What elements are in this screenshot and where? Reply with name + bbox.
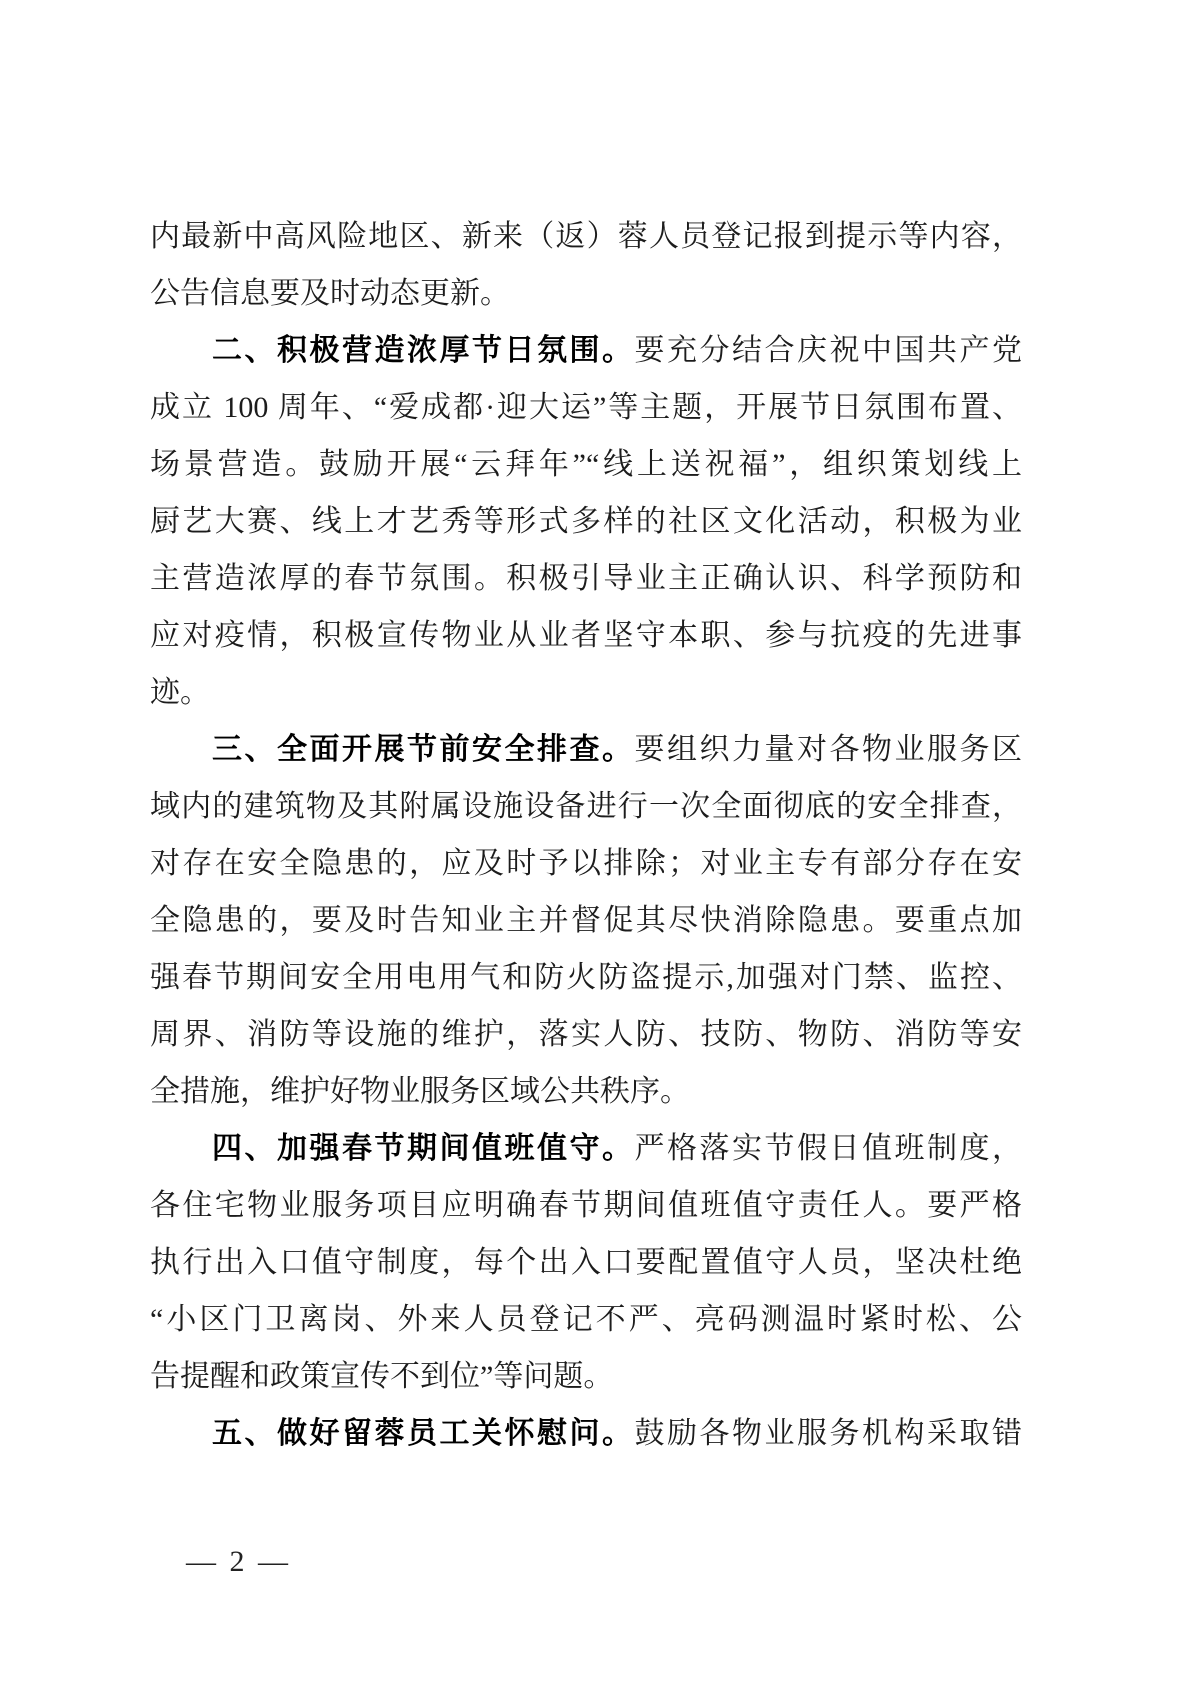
line-text: 严格落实节假日值班制度， [634, 1132, 1022, 1165]
text-line: 厨艺大赛、线上才艺秀等形式多样的社区文化活动，积极为业 [150, 505, 1022, 538]
text-line: 对存在安全隐患的，应及时予以排除；对业主专有部分存在安 [150, 847, 1022, 880]
paragraph-start-line [150, 1120, 1022, 1177]
text-line: “小区门卫离岗、外来人员登记不严、亮码测温时紧时松、公 [150, 1303, 1022, 1336]
text-line: 迹。 [150, 676, 210, 709]
text-line: 全隐患的，要及时告知业主并督促其尽快消除隐患。要重点加 [150, 904, 1022, 937]
text-line: 主营造浓厚的春节氛围。积极引导业主正确认识、科学预防和 [150, 562, 1022, 595]
text-line: 执行出入口值守制度，每个出入口要配置值守人员，坚决杜绝 [150, 1246, 1022, 1279]
section-heading: 二、积极营造浓厚节日氛围。 [212, 334, 635, 367]
text-line: 应对疫情，积极宣传物业从业者坚守本职、参与抗疫的先进事 [150, 619, 1022, 652]
section-heading: 三、全面开展节前安全排查。 [212, 733, 635, 766]
line-text: 鼓励各物业服务机构采取错 [634, 1417, 1022, 1450]
text-line: 内最新中高风险地区、新来（返）蓉人员登记报到提示等内容， [150, 220, 1022, 253]
text-line: 强春节期间安全用电用气和防火防盗提示,加强对门禁、监控、 [150, 961, 1022, 994]
page-number: — 2 — [186, 1545, 291, 1578]
text-line: 域内的建筑物及其附属设施设备进行一次全面彻底的安全排查， [150, 790, 1022, 823]
text-line: 场景营造。鼓励开展“云拜年”“线上送祝福”，组织策划线上 [150, 448, 1022, 481]
text-line: 周界、消防等设施的维护，落实人防、技防、物防、消防等安 [150, 1018, 1022, 1051]
section-heading: 四、加强春节期间值班值守。 [212, 1132, 635, 1165]
text-line: 告提醒和政策宣传不到位”等问题。 [150, 1360, 614, 1393]
text-line: 各住宅物业服务项目应明确春节期间值班值守责任人。要严格 [150, 1189, 1022, 1222]
text-line: 成立 100 周年、“爱成都·迎大运”等主题，开展节日氛围布置、 [150, 391, 1022, 424]
text-line: 公告信息要及时动态更新。 [150, 277, 510, 310]
line-text: 要充分结合庆祝中国共产党 [634, 334, 1022, 367]
document-body [150, 208, 1022, 1462]
paragraph-start-line [150, 1405, 1022, 1462]
paragraph-start-line [150, 721, 1022, 778]
line-text: 要组织力量对各物业服务区 [634, 733, 1022, 766]
paragraph-start-line [150, 322, 1022, 379]
section-heading: 五、做好留蓉员工关怀慰问。 [212, 1417, 635, 1450]
text-line: 全措施，维护好物业服务区域公共秩序。 [150, 1075, 690, 1108]
